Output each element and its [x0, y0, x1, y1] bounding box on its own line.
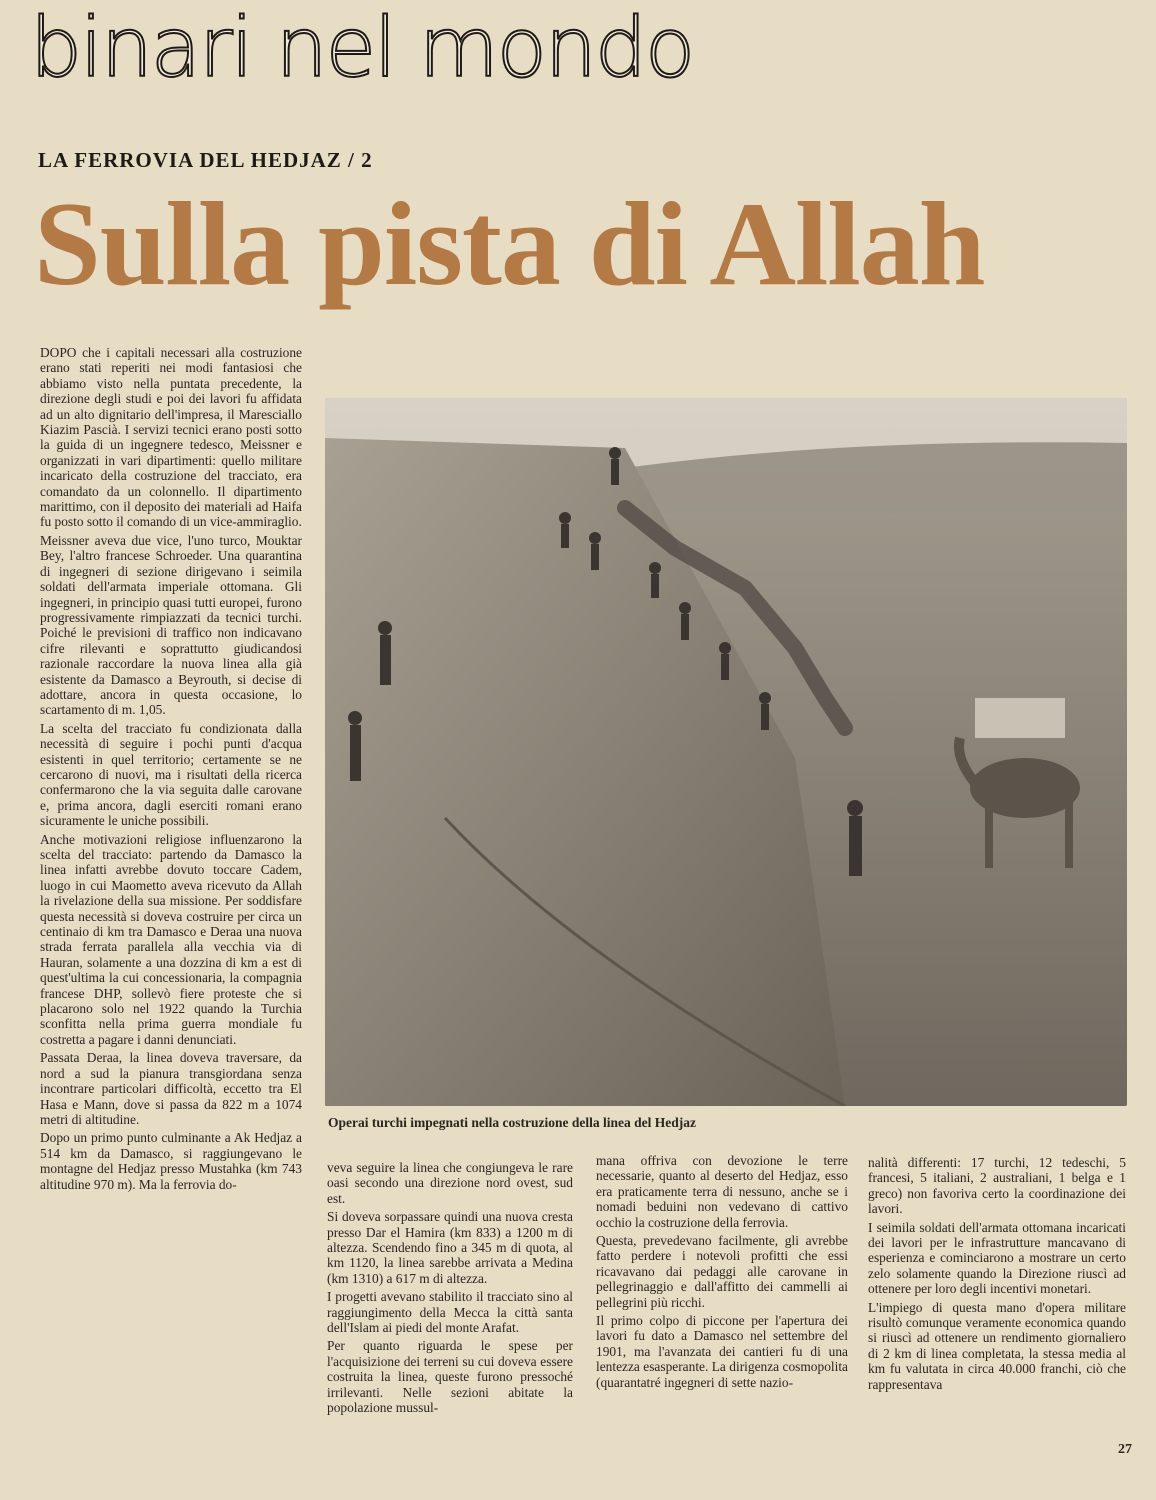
- section-title: binari nel mondo: [30, 1, 694, 96]
- paragraph: I seimila soldati dell'armata ottomana incaricati dei lavori per le infrastrutture mancavano di esperienza e cominciarono a mostrare un certo zelo solamente quando la Direzione riuscì ad ottenere per loro degli incentivi monetari.: [868, 1219, 1126, 1297]
- paragraph: Si doveva sorpassare quindi una nuova cresta presso Dar el Hamira (km 833) a 1200 m di altezza. Scendendo fino a 345 m di quota, al km 1120, la linea sarebbe arrivata a Medina (km 1310) a 617 m di altezza.: [327, 1209, 573, 1286]
- paragraph: Passata Deraa, la linea doveva traversare, da nord a sud la pianura transgiordana senza incontrare particolari difficoltà, eccetto tra El Hasa e Mann, dove si passa da 822 m a 1074 metri di altitudine.: [40, 1050, 302, 1127]
- article-headline: Sulla pista di Allah: [34, 177, 985, 310]
- article-kicker: LA FERROVIA DEL HEDJAZ / 2: [38, 148, 373, 172]
- text-column-1: [40, 345, 302, 1195]
- construction-photo: [325, 398, 1127, 1106]
- text-column-3: [596, 1153, 848, 1393]
- paragraph: veva seguire la linea che congiungeva le rare oasi secondo una direzione nord ovest, sud est.: [327, 1160, 573, 1206]
- paragraph: Dopo un primo punto culminante a Ak Hedjaz a 514 km da Damasco, si raggiungevano le montagne del Hedjaz presso Mustahka (km 743 altitudine 970 m). Ma la ferrovia do-: [40, 1130, 302, 1192]
- bleed-through-text: [860, 30, 1150, 69]
- paragraph: L'impiego di questa mano d'opera militare risultò comunque veramente economica quando si riuscì ad ottenere un rendimento giornaliero di 2 km di linea completata, la stessa media al km fu valutata in circa 40.000 franchi, ciò che rappresentava: [868, 1299, 1126, 1392]
- page-number: 27: [1118, 1442, 1132, 1457]
- paragraph: Questa, prevedevano facilmente, gli avrebbe fatto perdere i notevoli profitti che essi ricavavano dai pedaggi alle carovane in pellegrinaggio e dall'affitto dei cammelli ai pellegrini più ricchi.: [596, 1233, 848, 1310]
- text-column-2: [327, 1160, 573, 1419]
- paragraph: Meissner aveva due vice, l'uno turco, Mouktar Bey, l'altro francese Schroeder. Una quarantina di ingegneri di sezione dirigevano i seimila soldati dell'armata imperiale ottomana. Gli ingegneri, in principio quasi tutti europei, furono progressivamente rimpiazzati da tecnici turchi. Poiché le previsioni di traffico non indicavano cifre rilevanti e soprattutto giudicandosi razionale raccordare la nuova linea alla già esistente da Damasco a Beyrouth, si decise di adottare, ancora in questa occasione, lo scartamento di m. 1,05.: [40, 532, 302, 718]
- text-column-4: [868, 1155, 1126, 1395]
- paragraph: nalità differenti: 17 turchi, 12 tedeschi, 5 francesi, 5 italiani, 2 australiani, 1 belga e 1 greco) non favoriva certo la coordinazione dei lavori.: [868, 1155, 1126, 1217]
- photo-caption: Operai turchi impegnati nella costruzione della linea del Hedjaz: [328, 1115, 696, 1130]
- paragraph: I progetti avevano stabilito il tracciato sino al raggiungimento della Mecca la città santa dell'Islam ai piedi del monte Arafat.: [327, 1289, 573, 1336]
- paragraph: Anche motivazioni religiose influenzarono la scelta del tracciato: partendo da Damasco la linea infatti avrebbe dovuto toccare Cadem, luogo in cui Maometto aveva ricevuto da Allah la rivelazione della sua missione. Per soddisfare questa necessità si doveva costruire per circa un centinaio di km tra Damasco e Deraa una nuova strada ferrata parallela alla vecchia via di Hauran, solamente a una dozzina di km a est di quest'ultima la cui concessionaria, la compagnia francese DHP, sollevò fiere proteste che si placarono solo nel 1922 quando la Turchia sconfitta nella prima guerra mondiale fu costretta a pagare i danni denunciati.: [40, 831, 302, 1047]
- paragraph: mana offriva con devozione le terre necessarie, quanto al deserto del Hedjaz, esso era praticamente terra di nessuno, anche se i nomadi beduini non vedevano di cattivo occhio la costruzione della ferrovia.: [596, 1153, 848, 1230]
- paragraph: Il primo colpo di piccone per l'apertura dei lavori fu dato a Damasco nel settembre del 1901, ma l'avanzata dei cantieri fu di una lentezza esasperante. La dirigenza cosmopolita (quarantatré ingegneri di sette nazio-: [596, 1313, 848, 1390]
- paragraph: Per quanto riguarda le spese per l'acquisizione dei terreni su cui doveva essere costruita la linea, queste furono pressoché irrilevanti. Nelle sezioni abitate la popolazione mussul-: [327, 1338, 573, 1416]
- photo-illustration: [325, 398, 1127, 1106]
- paragraph: La scelta del tracciato fu condizionata dalla necessità di seguire i pochi punti d'acqua esistenti in quel territorio; certamente se ne cercarono di nuovi, ma i risultati della ricerca confermarono che la via seguita dalle carovane e, prima ancora, dagli eserciti romani erano sicuramente le uniche possibili.: [40, 720, 302, 829]
- paragraph: DOPO che i capitali necessari alla costruzione erano stati reperiti nei modi fantasiosi che abbiamo visto nella puntata precedente, la direzione degli studi e poi dei lavori fu affidata ad un alto dignitario dell'impresa, il Maresciallo Kiazim Pascià. I servizi tecnici erano posti sotto la guida di un ingegnere tedesco, Meissner e organizzati in vari dipartimenti: quello militare incaricato della costruzione del tracciato, era comandato da un colonnello. Il dipartimento marittimo, con il deposito dei materiali ad Haifa fu posto sotto il comando di un vice-ammiraglio.: [40, 345, 302, 530]
